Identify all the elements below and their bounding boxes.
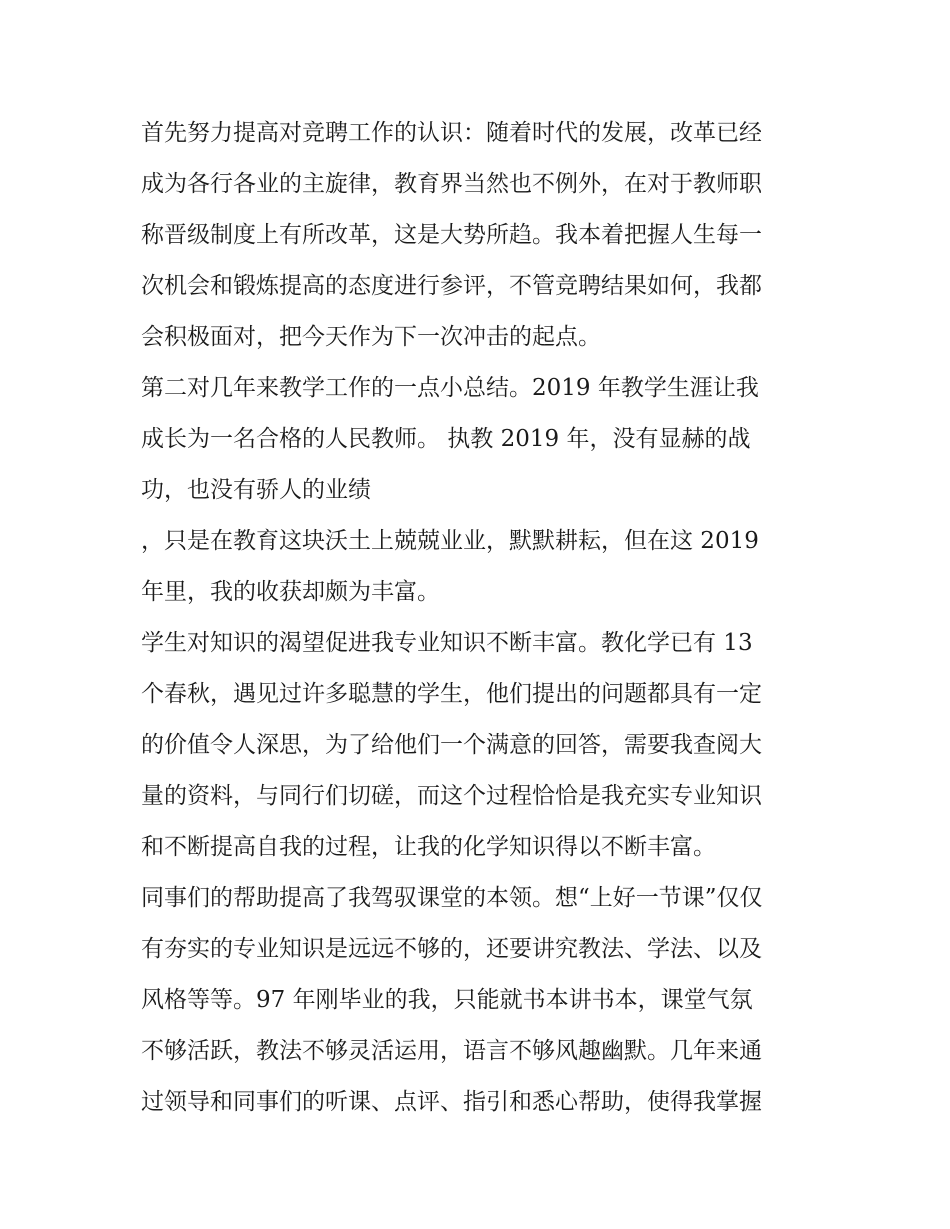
text-line: 学生对知识的渴望促进我专业知识不断丰富。教化学已有 13 — [141, 630, 753, 656]
text-line: 成为各行各业的主旋律，教育界当然也不例外，在对于教师职 — [141, 171, 762, 197]
text-line: 成长为一名合格的人民教师。 执教 2019 年，没有显赫的战 — [141, 426, 751, 452]
document-body — [141, 108, 821, 1128]
text-line: 首先努力提高对竞聘工作的认识：随着时代的发展，改革已经 — [141, 120, 762, 146]
text-line: 不够活跃，教法不够灵活运用，语言不够风趣幽默。几年来通 — [141, 1038, 762, 1064]
text-line: 功，也没有骄人的业绩 — [141, 477, 371, 503]
text-line: 和不断提高自我的过程，让我的化学知识得以不断丰富。 — [141, 834, 716, 860]
text-line: ，只是在教育这块沃土上兢兢业业，默默耕耘，但在这 2019 — [141, 528, 759, 554]
text-line: 风格等等。97 年刚毕业的我，只能就书本讲书本，课堂气氛 — [141, 987, 753, 1013]
text-line: 有夯实的专业知识是远远不够的，还要讲究教法、学法、以及 — [141, 936, 762, 962]
text-line: 会积极面对，把今天作为下一次冲击的起点。 — [141, 324, 601, 350]
text-line: 过领导和同事们的听课、点评、指引和悉心帮助，使得我掌握 — [141, 1089, 762, 1115]
text-line: 量的资料，与同行们切磋，而这个过程恰恰是我充实专业知识 — [141, 783, 762, 809]
text-line: 同事们的帮助提高了我驾驭课堂的本领。想“上好一节课”仅仅 — [141, 885, 763, 911]
text-line: 年里，我的收获却颇为丰富。 — [141, 579, 440, 605]
text-line: 次机会和锻炼提高的态度进行参评，不管竞聘结果如何，我都 — [141, 273, 762, 299]
text-line: 个春秋，遇见过许多聪慧的学生，他们提出的问题都具有一定 — [141, 681, 762, 707]
text-line: 的价值令人深思，为了给他们一个满意的回答，需要我查阅大 — [141, 732, 762, 758]
text-line: 第二对几年来教学工作的一点小总结。2019 年教学生涯让我 — [141, 375, 759, 401]
text-line: 称晋级制度上有所改革，这是大势所趋。我本着把握人生每一 — [141, 222, 762, 248]
